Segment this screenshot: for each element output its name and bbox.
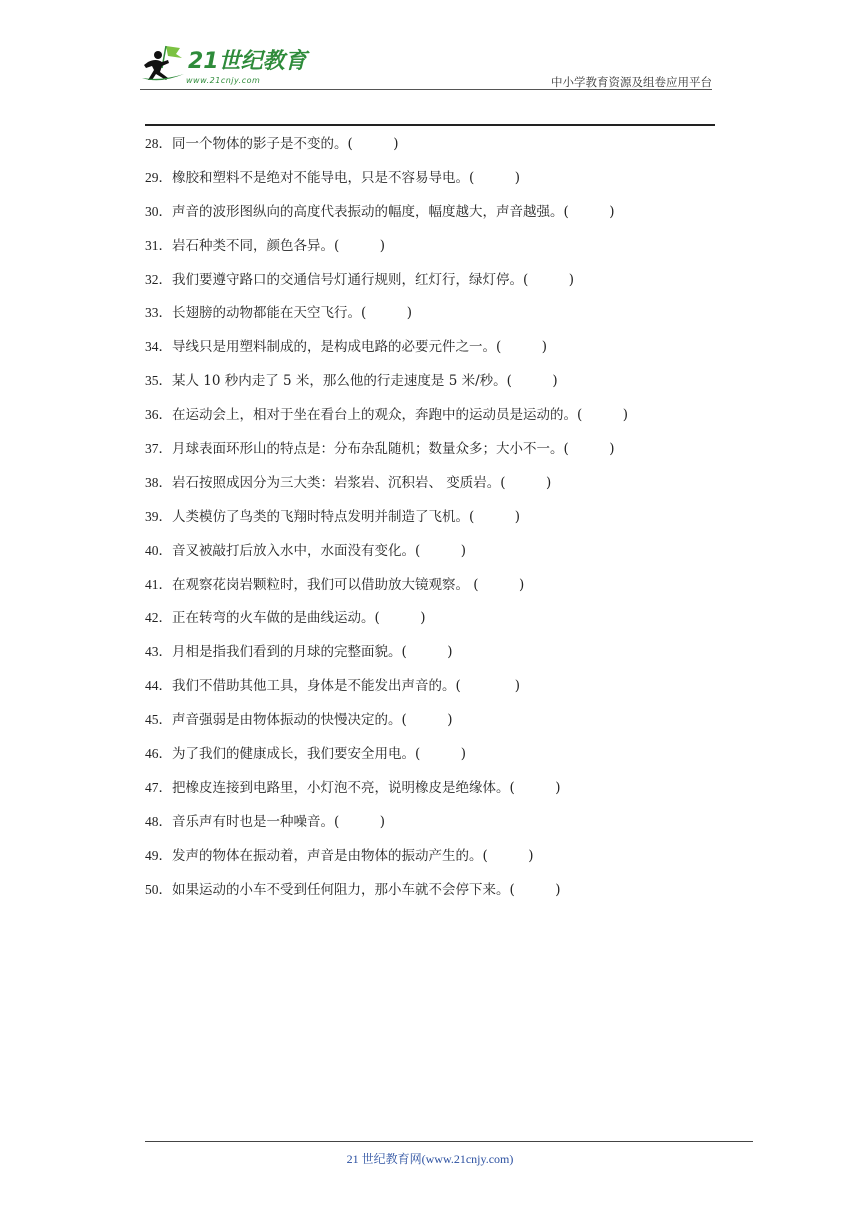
question-text: 把橡皮连接到电路里，小灯泡不亮，说明橡皮是绝缘体。( ) bbox=[172, 779, 561, 796]
question-item bbox=[145, 709, 715, 743]
question-text: 月相是指我们看到的月球的完整面貌。( ) bbox=[172, 644, 453, 661]
question-text: 导线只是用塑料制成的，是构成电路的必要元件之一。( ) bbox=[172, 339, 548, 356]
question-number: 37． bbox=[145, 441, 172, 457]
question-text: 在观察花岗岩颗粒时，我们可以借助放大镜观察。 ( ) bbox=[172, 576, 525, 593]
question-number: 32． bbox=[145, 271, 172, 287]
question-item bbox=[145, 269, 715, 303]
question-item bbox=[145, 540, 715, 574]
question-number: 38． bbox=[145, 474, 172, 490]
question-number: 45． bbox=[145, 712, 172, 728]
question-item bbox=[145, 777, 715, 811]
question-number: 43． bbox=[145, 644, 172, 660]
question-text: 为了我们的健康成长，我们要安全用电。( ) bbox=[172, 746, 467, 763]
question-item bbox=[145, 235, 715, 269]
question-text: 人类模仿了鸟类的飞翔时特点发明并制造了飞机。( ) bbox=[172, 508, 521, 525]
question-number: 35． bbox=[145, 373, 172, 389]
question-item bbox=[145, 302, 715, 336]
question-item bbox=[145, 743, 715, 777]
question-number: 40． bbox=[145, 542, 172, 558]
question-item bbox=[145, 811, 715, 845]
question-number: 48． bbox=[145, 813, 172, 829]
question-text: 岩石种类不同，颜色各异。( ) bbox=[172, 237, 386, 254]
question-item bbox=[145, 574, 715, 608]
question-text: 我们要遵守路口的交通信号灯通行规则，红灯行，绿灯停。( ) bbox=[172, 271, 575, 288]
question-text: 某人 10 秒内走了 5 米，那么他的行走速度是 5 米/秒。( ) bbox=[172, 373, 558, 390]
question-text: 如果运动的小车不受到任何阻力，那小车就不会停下来。( ) bbox=[172, 881, 561, 898]
question-text: 长翅膀的动物都能在天空飞行。( ) bbox=[172, 305, 413, 322]
question-number: 31． bbox=[145, 237, 172, 253]
question-number: 28． bbox=[145, 136, 172, 151]
question-text: 音叉被敲打后放入水中，水面没有变化。( ) bbox=[172, 542, 467, 559]
question-item bbox=[145, 404, 715, 438]
question-item bbox=[145, 438, 715, 472]
question-item bbox=[145, 675, 715, 709]
question-text: 音乐声有时也是一种噪音。( ) bbox=[172, 813, 386, 830]
question-number: 44． bbox=[145, 678, 172, 694]
question-item bbox=[145, 201, 715, 235]
question-item bbox=[145, 167, 715, 201]
question-number: 47． bbox=[145, 779, 172, 795]
question-number: 42． bbox=[145, 610, 172, 626]
question-item bbox=[145, 607, 715, 641]
footer-link[interactable]: 21 世纪教育网(www.21cnjy.com) bbox=[346, 1152, 514, 1166]
question-number: 50． bbox=[145, 881, 172, 897]
question-number: 41． bbox=[145, 576, 172, 592]
question-text: 正在转弯的火车做的是曲线运动。( ) bbox=[172, 610, 426, 627]
question-text: 橡胶和塑料不是绝对不能导电，只是不容易导电。( ) bbox=[172, 169, 521, 186]
question-item bbox=[145, 133, 715, 167]
footer-divider bbox=[145, 1141, 753, 1142]
platform-label: 中小学教育资源及组卷应用平台 bbox=[551, 75, 712, 89]
question-item bbox=[145, 845, 715, 879]
question-text: 发声的物体在振动着，声音是由物体的振动产生的。( ) bbox=[172, 847, 534, 864]
question-number: 36． bbox=[145, 407, 172, 423]
logo-url: www.21cnjy.com bbox=[186, 76, 261, 85]
question-item bbox=[145, 472, 715, 506]
question-text: 在运动会上，相对于坐在看台上的观众，奔跑中的运动员是运动的。( ) bbox=[172, 407, 629, 424]
question-text: 声音强弱是由物体振动的快慢决定的。( ) bbox=[172, 712, 453, 729]
question-list bbox=[145, 133, 715, 912]
header-divider bbox=[140, 89, 712, 90]
logo bbox=[140, 44, 310, 90]
question-number: 49． bbox=[145, 847, 172, 863]
question-item bbox=[145, 370, 715, 404]
question-text: 同一个物体的影子是不变的。( ) bbox=[172, 136, 399, 152]
question-item bbox=[145, 506, 715, 540]
question-number: 30． bbox=[145, 203, 172, 219]
question-number: 46． bbox=[145, 746, 172, 762]
question-item bbox=[145, 879, 715, 913]
question-text: 岩石按照成因分为三大类：岩浆岩、沉积岩、 变质岩。( ) bbox=[172, 474, 552, 491]
question-item bbox=[145, 641, 715, 675]
question-number: 33． bbox=[145, 305, 172, 321]
question-number: 39． bbox=[145, 508, 172, 524]
content-top-rule bbox=[145, 124, 715, 126]
question-item bbox=[145, 336, 715, 370]
page-header bbox=[0, 0, 860, 130]
question-text: 我们不借助其他工具，身体是不能发出声音的。( ) bbox=[172, 678, 521, 695]
logo-text: 21世纪教育 bbox=[188, 49, 307, 74]
question-text: 月球表面环形山的特点是：分布杂乱随机；数量众多；大小不一。( ) bbox=[172, 441, 615, 458]
question-text: 声音的波形图纵向的高度代表振动的幅度，幅度越大，声音越强。( ) bbox=[172, 203, 615, 220]
question-number: 34． bbox=[145, 339, 172, 355]
question-number: 29． bbox=[145, 169, 172, 185]
runner-logo-icon bbox=[140, 44, 186, 84]
